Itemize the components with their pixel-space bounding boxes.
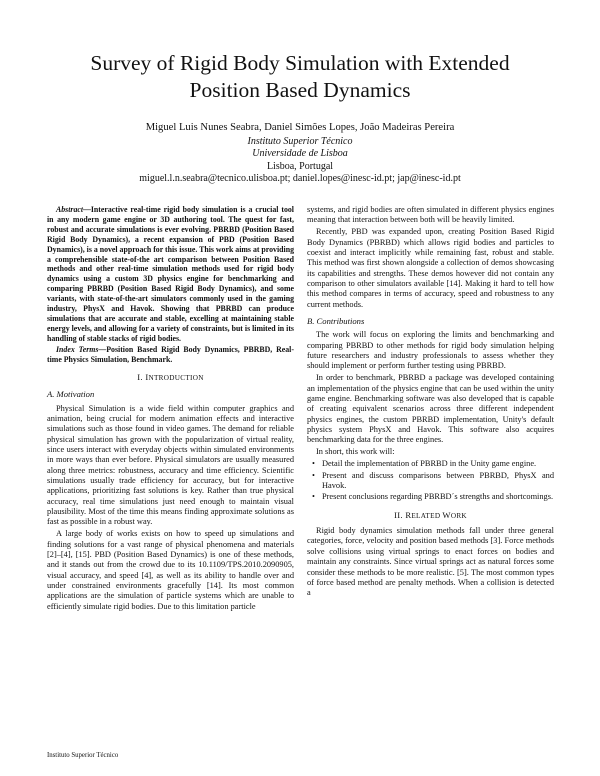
section-heading-related-work: II. RELATED WORK [394,509,467,520]
list-item: • Present conclusions regarding PBRBD´s strengths and shortcomings. [322,492,554,502]
page-footer: Instituto Superior Técnico [47,752,119,759]
subsection-heading-motivation: A. Motivation [47,389,95,400]
paragraph: Recently, PBD was expanded upon, creating Position Based Rigid Body Dynamics (PBRBD) which allows rigid bodies and particles to coexist and interact implicitly while remaining fast, robust and stable. This method was first shown alongside a collection of demos showcasing its capabilities and strengths. These demos however did not contain any comparison to other simulators available [14]. Making it hard to tell how this method compares in terms of accuracy, speed and robustness to any current methods. [307,227,554,309]
author-block [40,122,560,186]
paragraph: Physical Simulation is a wide field within computer graphics and animation, being crucial for modern animation effects and interactive simulations such as those found in video games. The demand for reliable physical simulation has grown with the popularization of virtual reality, since users interact with everyday objects within simulated environments in more ways than ever before. Physical simulators are usually measured along three metrics: robustness, accuracy and time efficiency. Scientific simulations usually trade efficiency for accuracy, but for interactive applications, prioritizing fast solutions is key. Rather than true physical accuracy, real time simulations just need enough to maintain visual plausibility. Most of the time this means finding approximate solutions as fast as possible in a robust way. [47,403,294,527]
list-item: • Detail the implementation of PBRBD in the Unity game engine. [322,459,554,469]
paragraph: systems, and rigid bodies are often simulated in different physics engines meaning that interaction between both will be heavily limited. [307,205,554,225]
title-line-1: Survey of Rigid Body Simulation with Extended [90,51,510,75]
author-emails: miguel.l.n.seabra@tecnico.ulisboa.pt; daniel.lopes@inesc-id.pt; jap@inesc-id.pt [139,173,461,185]
right-column [307,205,554,600]
contribution-list [307,459,554,502]
paragraph: Rigid body dynamics simulation methods fall under three general categories, force, velocity and position based methods [3]. Force methods solve collisions using virtual springs to enact forces on bodies and maintain any constraints. Since virtual springs act as natural forces some consider these methods to be more realistic. [5]. The most common types of force based method are penalty methods. When a collision is detected a [307,526,554,598]
paragraph: In short, this work will: [316,447,395,457]
paragraph: A large body of works exists on how to speed up simulations and finding solutions for a vast range of physical phenomena and materials [2]–[4], [15]. PBD (Position Based Dynamics) is one of these methods, and it stands out from the crowd due to its 10.1109/TPS.2010.2090905, visual accuracy, and speed [4], as well as its ability to handle over and under constrained environments gracefully [14]. Its most common applications are the simulation of particle systems which are unable to efficiently simulate rigid bodies. Due to this limitation particle [47,529,294,611]
abstract-label: Abstract [56,205,84,214]
left-column [47,205,294,614]
subsection-heading-contributions: B. Contributions [307,315,365,326]
author-names: Miguel Luis Nunes Seabra, Daniel Simões Lopes, João Madeiras Pereira [145,122,455,133]
paper-title [40,50,560,104]
abstract-text: —Interactive real-time rigid body simulation is a crucial tool in any modern game engine or 3D authoring tool. The quest for fast, robust and accurate simulations is ever evolving. PBRBD (Position Based Rigid Body Dynamics), a recent expansion of PBD (Position Based Dynamics), is a novel approach for this issue. This work aims at providing a comprehensible state-of-the art comparison between Position Based methods and other real-time simulation methods used for rigid body dynamics using a custom 3D physics engine for benchmarking and comparing PBRBD (Position Based Rigid Body Dynamics), and some variants, with state-of-the-art simulators commonly used in the gaming industry, PhysX and Havok. Showing that PBRBD can produce simulations that are accurate and stable, excelling at maintaining stable energy levels, and allowing for a variety of constraints, but is limited in its handling of stable stacks of rigid bodies. [47,205,294,343]
location: Lisboa, Portugal [266,160,334,172]
index-terms-label: Index Terms [56,345,99,355]
section-heading-introduction: I. INTRODUCTION [137,372,204,382]
paragraph: In order to benchmark, PBRBD a package was developed containing an implementation of the physics engine that can be used within the unity game engine. Benchmarking software was also developed that is capable of creating equivalent scenarios across three different independent physics engines, the custom PBRBD implementation, Unity's default physics system PhysX and Havok. This software also acquires benchmarking data for the three engines. [307,373,554,445]
list-item: • Present and discuss comparisons between PBRBD, PhysX and Havok. [322,471,554,492]
index-terms-text: —Position Based Rigid Body Dynamics, PBRBD, Real-time Physics Simulation, Benchmark. [47,345,294,365]
university: Universidade de Lisboa [252,148,348,160]
institute: Instituto Superior Técnico [247,135,353,147]
title-line-2: Position Based Dynamics [189,78,411,102]
index-terms [47,345,294,365]
abstract [47,205,294,344]
paragraph: The work will focus on exploring the limits and benchmarking and comparing PBRBD to other methods for rigid body simulation helping future researchers and industry professionals to assess whether they should implement or perform further testing using PBRBD. [307,330,554,371]
